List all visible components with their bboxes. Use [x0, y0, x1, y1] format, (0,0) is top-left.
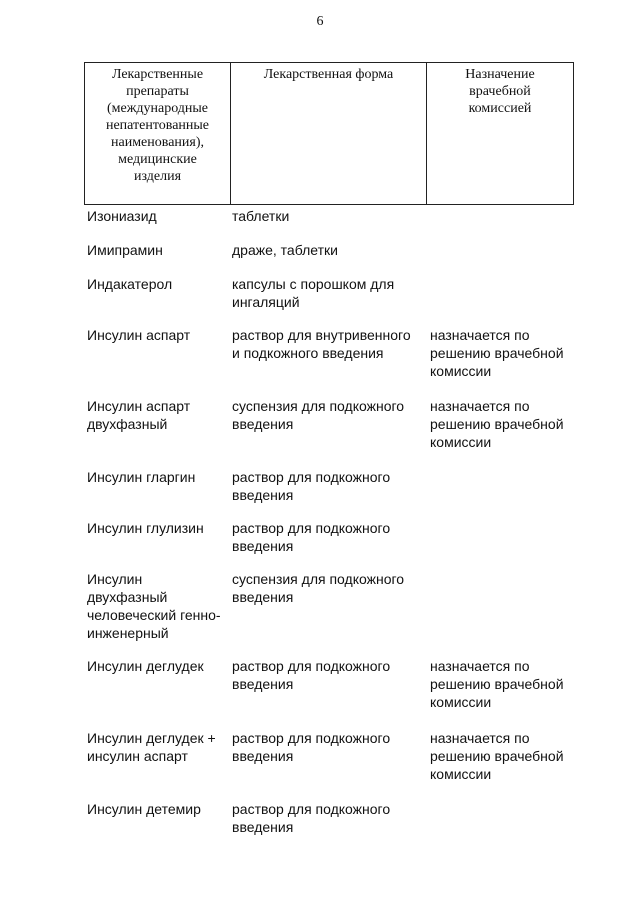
- header-line: непатентованные: [105, 118, 210, 133]
- dosage-form-line: таблетки: [232, 208, 290, 224]
- drug-name: [87, 397, 227, 433]
- commission-note-line: назначается по: [430, 730, 530, 746]
- drug-name: [87, 570, 227, 642]
- dosage-form: [232, 657, 422, 693]
- drug-name-line: Инсулин аспарт: [87, 398, 191, 414]
- dosage-form-line: ингаляций: [232, 294, 300, 310]
- commission-note-line: комиссии: [430, 434, 492, 450]
- dosage-form-line: введения: [232, 819, 294, 835]
- commission-note: [430, 397, 590, 451]
- drug-name: [87, 241, 227, 259]
- dosage-form-line: раствор для внутривенного: [232, 327, 411, 343]
- commission-note: [430, 326, 590, 380]
- dosage-form: [232, 397, 422, 433]
- dosage-form: [232, 729, 422, 765]
- header-line: препараты: [126, 84, 189, 99]
- page-number: 6: [316, 14, 324, 29]
- dosage-form-line: капсулы с порошком для: [232, 276, 395, 292]
- drug-name-line: Инсулин деглудек: [87, 658, 204, 674]
- dosage-form-line: введения: [232, 589, 294, 605]
- header-line: Лекарственная форма: [263, 67, 394, 82]
- drug-name: [87, 275, 227, 293]
- header-line: изделия: [133, 169, 182, 184]
- dosage-form-line: введения: [232, 538, 294, 554]
- header-line: комиссией: [468, 101, 532, 116]
- drug-name-line: инсулин аспарт: [87, 748, 188, 764]
- dosage-form: [232, 570, 422, 606]
- drug-name-line: двухфазный: [87, 416, 168, 432]
- dosage-form: [232, 519, 422, 555]
- dosage-form-line: введения: [232, 676, 294, 692]
- dosage-form-line: суспензия для подкожного: [232, 571, 405, 587]
- drug-name-line: Инсулин детемир: [87, 801, 201, 817]
- drug-name: [87, 657, 227, 675]
- dosage-form-line: и подкожного введения: [232, 345, 384, 361]
- header-line: врачебной: [469, 84, 531, 99]
- drug-name: [87, 468, 227, 486]
- dosage-form: [232, 207, 422, 225]
- dosage-form: [232, 326, 422, 362]
- drug-name-line: Инсулин аспарт: [87, 327, 191, 343]
- dosage-form-line: суспензия для подкожного: [232, 398, 405, 414]
- dosage-form-line: раствор для подкожного: [232, 520, 391, 536]
- commission-note-line: решению врачебной: [430, 748, 564, 764]
- header-line: наименования),: [111, 135, 204, 150]
- commission-note-line: назначается по: [430, 327, 530, 343]
- header-line: Назначение: [465, 67, 535, 82]
- dosage-form-line: введения: [232, 748, 294, 764]
- drug-name: [87, 519, 227, 537]
- commission-note: [430, 657, 590, 711]
- dosage-form-line: введения: [232, 416, 294, 432]
- dosage-form-line: раствор для подкожного: [232, 730, 391, 746]
- dosage-form-line: раствор для подкожного: [232, 801, 391, 817]
- drug-name-line: инженерный: [87, 625, 169, 641]
- commission-note-line: комиссии: [430, 766, 492, 782]
- commission-note: [430, 729, 590, 783]
- commission-note-line: назначается по: [430, 658, 530, 674]
- dosage-form-line: введения: [232, 487, 294, 503]
- commission-note-line: решению врачебной: [430, 676, 564, 692]
- drug-name-line: человеческий генно-: [87, 607, 221, 623]
- drug-name-line: Инсулин глулизин: [87, 520, 204, 536]
- dosage-form-line: раствор для подкожного: [232, 469, 391, 485]
- header-line: Лекарственные: [111, 67, 204, 82]
- drug-name-line: Инсулин: [87, 571, 143, 587]
- dosage-form-line: драже, таблетки: [232, 242, 338, 258]
- header-line: (международные: [106, 101, 209, 116]
- drug-name: [87, 326, 227, 344]
- dosage-form-line: раствор для подкожного: [232, 658, 391, 674]
- drug-name-line: Индакатерол: [87, 276, 173, 292]
- dosage-form: [232, 241, 422, 259]
- commission-note-line: комиссии: [430, 363, 492, 379]
- dosage-form: [232, 468, 422, 504]
- drug-name-line: Изониазид: [87, 208, 157, 224]
- drug-name-line: Инсулин гларгин: [87, 469, 196, 485]
- dosage-form: [232, 800, 422, 836]
- commission-note-line: решению врачебной: [430, 416, 564, 432]
- dosage-form: [232, 275, 422, 311]
- commission-note-line: комиссии: [430, 694, 492, 710]
- drug-name-line: Инсулин деглудек +: [87, 730, 216, 746]
- drug-name: [87, 729, 227, 765]
- commission-note-line: решению врачебной: [430, 345, 564, 361]
- drug-name: [87, 800, 227, 818]
- drug-name-line: двухфазный: [87, 589, 168, 605]
- header-line: медицинские: [118, 152, 197, 167]
- drug-name-line: Имипрамин: [87, 242, 163, 258]
- drug-name: [87, 207, 227, 225]
- commission-note-line: назначается по: [430, 398, 530, 414]
